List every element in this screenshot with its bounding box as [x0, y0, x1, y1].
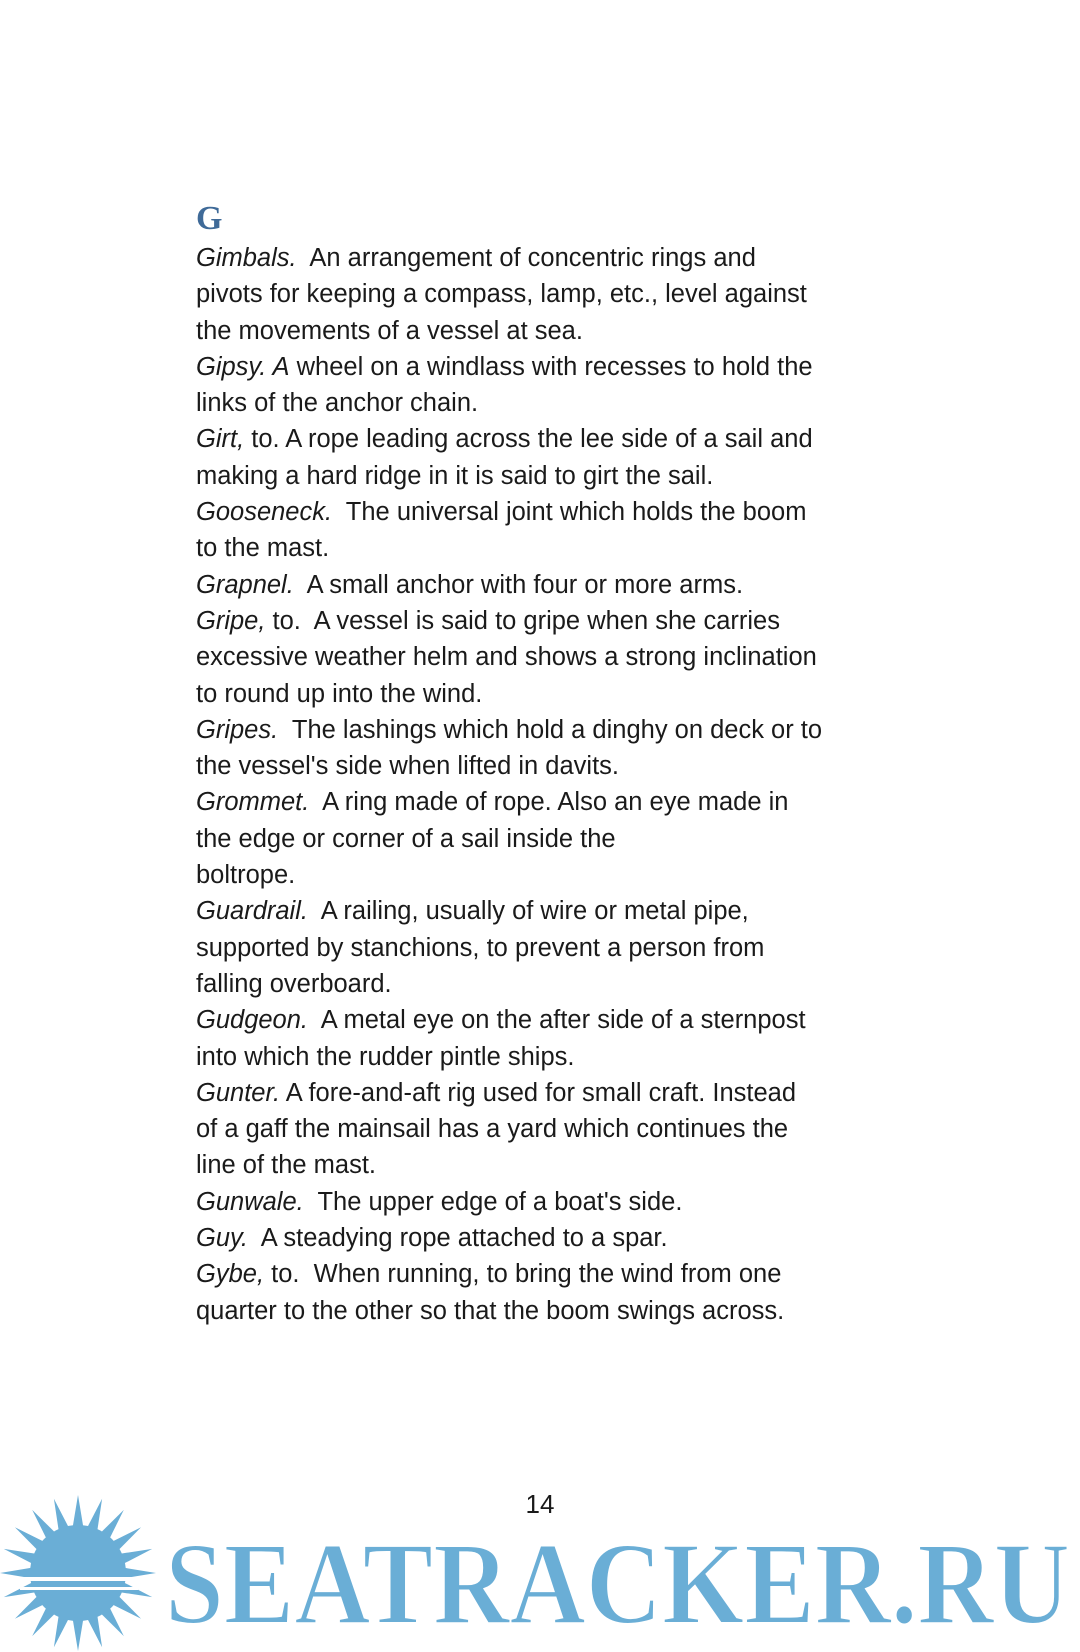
- entry-line: the movements of a vessel at sea.: [196, 316, 583, 345]
- sun-ray: [0, 1567, 34, 1578]
- entry-line: into which the rudder pintle ships.: [196, 1042, 575, 1071]
- entry-definition: A ring made of rope. Also an eye made in: [309, 788, 789, 817]
- section-letter: G: [196, 200, 223, 237]
- glossary-entries: [196, 240, 896, 1329]
- glossary-entry: [196, 603, 896, 712]
- entry-term: Gudgeon.: [196, 1006, 309, 1035]
- entry-line: [196, 421, 896, 457]
- entry-definition: A metal eye on the after side of a sternpost: [308, 1006, 806, 1035]
- entry-term: Guardrail.: [196, 897, 308, 926]
- entry-line: supported by stanchions, to prevent a person from: [196, 933, 765, 962]
- glossary-entry: [196, 240, 896, 349]
- glossary-entry: [196, 567, 896, 603]
- entry-definition: to. When running, to bring the wind from one: [264, 1260, 782, 1289]
- entry-term: Gimbals.: [196, 244, 297, 272]
- entry-definition: A small anchor with four or more arms.: [293, 570, 744, 599]
- entry-line: falling overboard.: [196, 969, 392, 998]
- entry-line: the vessel's side when lifted in davits.: [196, 752, 620, 781]
- entry-term: Gunter.: [196, 1078, 281, 1107]
- entry-term: Gripes.: [196, 715, 279, 744]
- entry-line: [196, 349, 896, 385]
- entry-line: line of the mast.: [196, 1151, 377, 1180]
- entry-term: Gunwale.: [196, 1187, 304, 1216]
- entry-definition: wheel on a windlass with recesses to hold the: [289, 352, 813, 381]
- glossary-entry: [196, 421, 896, 494]
- entry-line: [196, 784, 896, 820]
- entry-term: Girt,: [196, 425, 245, 454]
- entry-term: Gooseneck.: [196, 498, 333, 527]
- entry-line: to round up into the wind.: [196, 679, 483, 708]
- entry-definition: The upper edge of a boat's side.: [303, 1187, 683, 1216]
- entry-definition: The lashings which hold a dinghy on deck or to: [278, 715, 823, 744]
- entry-line: [196, 603, 896, 639]
- entry-term: Gybe,: [196, 1260, 265, 1289]
- sun-ray: [72, 1495, 83, 1529]
- entry-line: [196, 712, 896, 748]
- entry-line: excessive weather helm and shows a strong inclination: [196, 643, 817, 672]
- entry-term: Gripe,: [196, 606, 266, 635]
- entry-line: [196, 1184, 896, 1220]
- glossary-entry: [196, 1220, 896, 1256]
- entry-definition: to. A rope leading across the lee side of a sail and: [244, 425, 813, 454]
- entry-definition: The universal joint which holds the boom: [332, 498, 807, 527]
- entry-definition: A railing, usually of wire or metal pipe,: [307, 897, 749, 926]
- entry-line: the edge or corner of a sail inside the: [196, 824, 616, 853]
- entry-term: Guy.: [196, 1224, 248, 1253]
- entry-line: to the mast.: [196, 534, 330, 563]
- glossary-entry: [196, 1256, 896, 1329]
- entry-line: [196, 240, 896, 276]
- entry-definition: A steadying rope attached to a spar.: [247, 1224, 668, 1253]
- glossary-entry: [196, 1075, 896, 1184]
- entry-line: [196, 494, 896, 530]
- entry-definition: A fore-and-aft rig used for small craft. Instead: [280, 1078, 797, 1107]
- glossary-entry: [196, 494, 896, 567]
- entry-line: [196, 1256, 896, 1292]
- watermark-text: SEATRACKER.RU: [165, 1518, 1070, 1649]
- page-number: 14: [525, 1489, 555, 1519]
- sun-ray: [122, 1567, 156, 1578]
- sun-ray: [72, 1617, 83, 1651]
- entry-line: [196, 1075, 896, 1111]
- glossary-entry: [196, 784, 896, 893]
- entry-term: Gipsy. A: [196, 352, 290, 381]
- entry-definition: to. A vessel is said to gripe when she carries: [265, 606, 780, 635]
- entry-line: [196, 1220, 896, 1256]
- entry-line: [196, 893, 896, 929]
- glossary-entry: [196, 712, 896, 785]
- watermark: [0, 1495, 1080, 1652]
- entry-line: links of the anchor chain.: [196, 389, 479, 418]
- entry-line: of a gaff the mainsail has a yard which continues the: [196, 1115, 789, 1144]
- glossary-content: [196, 198, 896, 1329]
- glossary-entry: [196, 893, 896, 1002]
- entry-term: Grapnel.: [196, 570, 294, 599]
- sun-icon: [0, 1495, 156, 1651]
- entry-line: boltrope.: [196, 861, 296, 890]
- glossary-entry: [196, 1002, 896, 1075]
- entry-line: pivots for keeping a compass, lamp, etc., level against: [196, 280, 807, 309]
- entry-line: [196, 1002, 896, 1038]
- entry-line: making a hard ridge in it is said to girt the sail.: [196, 461, 714, 490]
- glossary-entry: [196, 349, 896, 422]
- entry-definition: An arrangement of concentric rings and: [296, 244, 756, 272]
- glossary-entry: [196, 1184, 896, 1220]
- entry-term: Grommet.: [196, 788, 310, 817]
- entry-line: [196, 567, 896, 603]
- entry-line: quarter to the other so that the boom swings across.: [196, 1296, 785, 1325]
